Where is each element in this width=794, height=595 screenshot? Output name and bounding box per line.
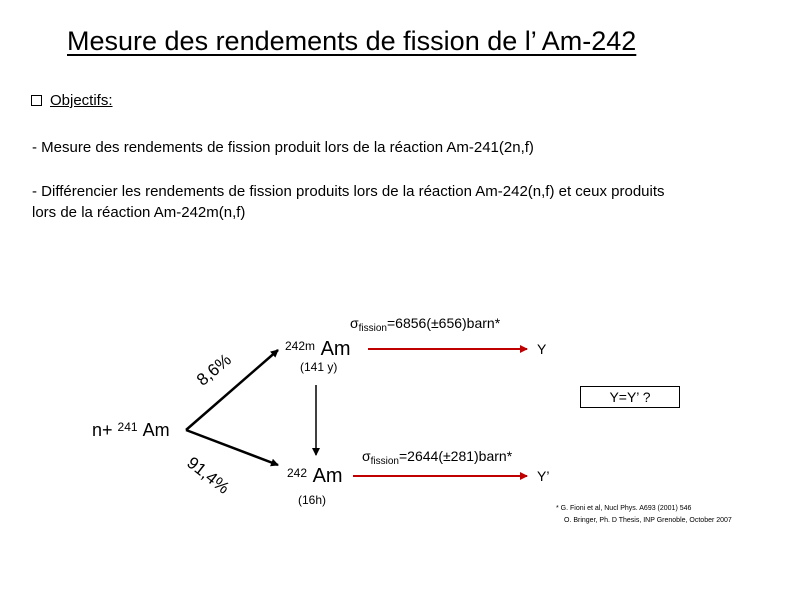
halflife-am242m: (141 y) <box>300 360 338 374</box>
objective-line-3: lors de la réaction Am-242m(n,f) <box>32 204 246 221</box>
reference-2: O. Bringer, Ph. D Thesis, INP Grenoble, October 2007 <box>564 517 732 524</box>
nuclide-am241-reaction: n+ $^{241}$ Am <box>92 420 170 440</box>
halflife-am242: (16h) <box>298 493 327 507</box>
reference-1: * G. Fioni et al, Nucl Phys. A693 (2001) 546 <box>556 505 692 512</box>
nuclide-am242m: $^{242m}$ Am <box>285 338 351 360</box>
nuclide-am242: $^{242}$ Am <box>287 465 343 487</box>
sigma-upper: $\sigma_{fission}=6856(\pm 656)barn*$ <box>350 315 501 334</box>
yield-lower: Y’ <box>537 468 550 484</box>
objectives-heading: Objectifs: <box>50 92 113 109</box>
objective-line-2: - Différencier les rendements de fission produits lors de la réaction Am-242(n,f) et ceux produits <box>32 183 665 200</box>
branch-pct-upper: 8,6% <box>193 350 235 390</box>
objective-line-1: - Mesure des rendements de fission produit lors de la réaction Am-241(2n,f) <box>32 139 534 156</box>
branch-pct-lower: 91,4% <box>183 453 233 498</box>
sigma-lower: $\sigma_{fission}=2644(\pm 281)barn*$ <box>362 448 513 467</box>
page-title: Mesure des rendements de fission de l’ Am-242 <box>67 26 637 56</box>
yield-comparison-box: Y=Y’ ? <box>580 386 680 408</box>
yield-upper: Y <box>537 341 547 357</box>
